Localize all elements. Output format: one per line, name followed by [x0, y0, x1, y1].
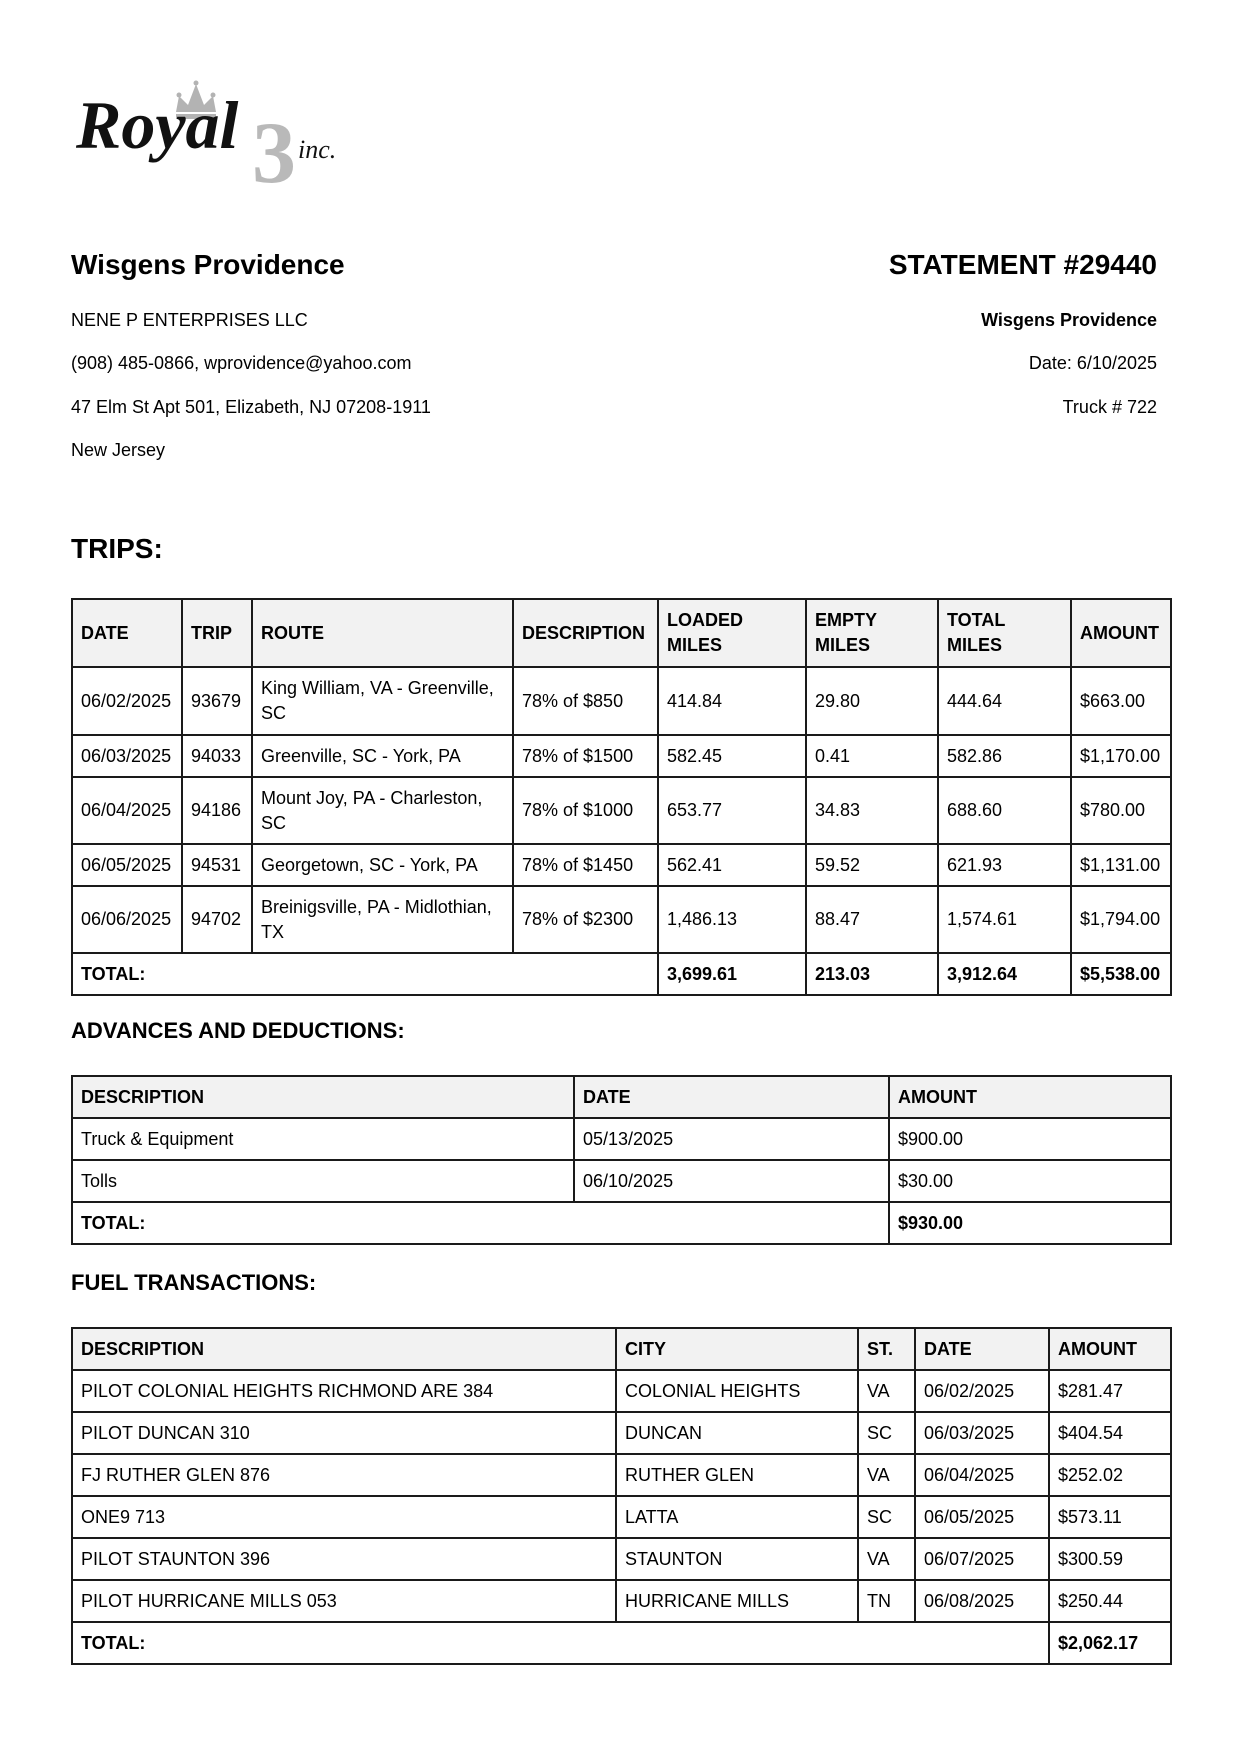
- trip-empty-miles: 88.47: [806, 886, 938, 953]
- trip-empty-miles: 0.41: [806, 735, 938, 777]
- col-header: LOADED MILES: [658, 599, 806, 667]
- contact-info: (908) 485-0866, wprovidence@yahoo.com: [71, 353, 412, 373]
- trips-table: [71, 598, 1172, 996]
- table-row: [72, 1118, 1171, 1160]
- trip-date: 06/06/2025: [72, 886, 182, 953]
- statement-date: Date: 6/10/2025: [1028, 353, 1157, 373]
- trip-amount: $1,794.00: [1071, 886, 1171, 953]
- advance-date: 05/13/2025: [574, 1118, 889, 1160]
- trip-date: 06/05/2025: [72, 844, 182, 886]
- trip-total-miles: 444.64: [938, 667, 1071, 735]
- trip-description: 78% of $1500: [513, 735, 658, 777]
- statement-title: STATEMENT #29440: [888, 249, 1157, 280]
- fuel-date: 06/02/2025: [915, 1370, 1049, 1412]
- trip-route: King William, VA - Greenville, SC: [252, 667, 513, 735]
- total-loaded-miles: 3,699.61: [658, 953, 806, 995]
- col-header: DESCRIPTION: [513, 599, 658, 667]
- table-row: [72, 1454, 1171, 1496]
- fuel-state: VA: [858, 1538, 915, 1580]
- fuel-table: [71, 1327, 1172, 1665]
- fuel-amount: $300.59: [1049, 1538, 1171, 1580]
- advance-date: 06/10/2025: [574, 1160, 889, 1202]
- total-miles: 3,912.64: [938, 953, 1071, 995]
- fuel-date: 06/07/2025: [915, 1538, 1049, 1580]
- logo-numeral: 3: [252, 105, 296, 196]
- col-header: CITY: [616, 1328, 858, 1370]
- advance-amount: $900.00: [889, 1118, 1171, 1160]
- col-header: DATE: [915, 1328, 1049, 1370]
- table-row: [72, 844, 1171, 886]
- truck-number: Truck # 722: [1062, 397, 1157, 417]
- trips-heading: TRIPS:: [71, 533, 163, 564]
- fuel-city: DUNCAN: [616, 1412, 858, 1454]
- total-label: TOTAL:: [72, 1622, 1049, 1664]
- fuel-amount: $573.11: [1049, 1496, 1171, 1538]
- fuel-description: PILOT COLONIAL HEIGHTS RICHMOND ARE 384: [72, 1370, 616, 1412]
- trip-empty-miles: 59.52: [806, 844, 938, 886]
- address: 47 Elm St Apt 501, Elizabeth, NJ 07208-1911: [71, 397, 431, 417]
- fuel-state: SC: [858, 1496, 915, 1538]
- table-row: [72, 667, 1171, 735]
- trip-number: 94531: [182, 844, 252, 886]
- trip-number: 94702: [182, 886, 252, 953]
- trip-total-miles: 621.93: [938, 844, 1071, 886]
- trip-loaded-miles: 414.84: [658, 667, 806, 735]
- trip-date: 06/03/2025: [72, 735, 182, 777]
- fuel-description: PILOT HURRICANE MILLS 053: [72, 1580, 616, 1622]
- fuel-city: HURRICANE MILLS: [616, 1580, 858, 1622]
- col-header: AMOUNT: [889, 1076, 1171, 1118]
- table-row: [72, 1496, 1171, 1538]
- total-amount: $5,538.00: [1071, 953, 1171, 995]
- fuel-state: VA: [858, 1454, 915, 1496]
- trip-empty-miles: 29.80: [806, 667, 938, 735]
- total-amount: $2,062.17: [1049, 1622, 1171, 1664]
- fuel-date: 06/05/2025: [915, 1496, 1049, 1538]
- fuel-description: FJ RUTHER GLEN 876: [72, 1454, 616, 1496]
- fuel-city: RUTHER GLEN: [616, 1454, 858, 1496]
- trip-loaded-miles: 653.77: [658, 777, 806, 844]
- advances-total-row: [72, 1202, 1171, 1244]
- trip-total-miles: 582.86: [938, 735, 1071, 777]
- advances-heading: ADVANCES AND DEDUCTIONS:: [71, 1018, 405, 1043]
- total-label: TOTAL:: [72, 953, 658, 995]
- table-row: [72, 1160, 1171, 1202]
- trip-amount: $1,131.00: [1071, 844, 1171, 886]
- logo-suffix: inc.: [298, 135, 337, 164]
- driver-name-heading: Wisgens Providence: [71, 249, 345, 280]
- col-header: DESCRIPTION: [72, 1328, 616, 1370]
- trip-description: 78% of $2300: [513, 886, 658, 953]
- logo-wordmark: Royal: [76, 87, 239, 163]
- trips-total-row: [72, 953, 1171, 995]
- trips-header-row: [72, 599, 1171, 667]
- trip-number: 94186: [182, 777, 252, 844]
- trip-loaded-miles: 1,486.13: [658, 886, 806, 953]
- advance-description: Tolls: [72, 1160, 574, 1202]
- advances-table: [71, 1075, 1172, 1245]
- fuel-heading: FUEL TRANSACTIONS:: [71, 1270, 317, 1295]
- advance-description: Truck & Equipment: [72, 1118, 574, 1160]
- fuel-state: TN: [858, 1580, 915, 1622]
- advance-amount: $30.00: [889, 1160, 1171, 1202]
- fuel-date: 06/08/2025: [915, 1580, 1049, 1622]
- statement-driver-name: Wisgens Providence: [981, 310, 1157, 330]
- table-row: [72, 886, 1171, 953]
- fuel-city: LATTA: [616, 1496, 858, 1538]
- company-name: NENE P ENTERPRISES LLC: [71, 310, 308, 330]
- trip-route: Georgetown, SC - York, PA: [252, 844, 513, 886]
- fuel-amount: $281.47: [1049, 1370, 1171, 1412]
- total-empty-miles: 213.03: [806, 953, 938, 995]
- col-header: ROUTE: [252, 599, 513, 667]
- trip-number: 93679: [182, 667, 252, 735]
- trip-amount: $780.00: [1071, 777, 1171, 844]
- col-header: EMPTY MILES: [806, 599, 938, 667]
- table-row: [72, 1538, 1171, 1580]
- trip-total-miles: 1,574.61: [938, 886, 1071, 953]
- fuel-amount: $404.54: [1049, 1412, 1171, 1454]
- table-row: [72, 1580, 1171, 1622]
- fuel-city: COLONIAL HEIGHTS: [616, 1370, 858, 1412]
- trip-route: Greenville, SC - York, PA: [252, 735, 513, 777]
- trip-date: 06/02/2025: [72, 667, 182, 735]
- fuel-total-row: [72, 1622, 1171, 1664]
- total-label: TOTAL:: [72, 1202, 889, 1244]
- trip-total-miles: 688.60: [938, 777, 1071, 844]
- trip-route: Breinigsville, PA - Midlothian, TX: [252, 886, 513, 953]
- fuel-description: PILOT STAUNTON 396: [72, 1538, 616, 1580]
- table-row: [72, 1370, 1171, 1412]
- trip-loaded-miles: 582.45: [658, 735, 806, 777]
- fuel-state: VA: [858, 1370, 915, 1412]
- col-header: DESCRIPTION: [72, 1076, 574, 1118]
- fuel-amount: $252.02: [1049, 1454, 1171, 1496]
- fuel-header-row: [72, 1328, 1171, 1370]
- trip-description: 78% of $1450: [513, 844, 658, 886]
- trip-number: 94033: [182, 735, 252, 777]
- fuel-date: 06/04/2025: [915, 1454, 1049, 1496]
- advances-header-row: [72, 1076, 1171, 1118]
- col-header: AMOUNT: [1049, 1328, 1171, 1370]
- trip-amount: $663.00: [1071, 667, 1171, 735]
- table-row: [72, 1412, 1171, 1454]
- table-row: [72, 777, 1171, 844]
- total-amount: $930.00: [889, 1202, 1171, 1244]
- col-header: DATE: [72, 599, 182, 667]
- col-header: DATE: [574, 1076, 889, 1118]
- trip-route: Mount Joy, PA - Charleston, SC: [252, 777, 513, 844]
- table-row: [72, 735, 1171, 777]
- trip-amount: $1,170.00: [1071, 735, 1171, 777]
- col-header: AMOUNT: [1071, 599, 1171, 667]
- col-header: ST.: [858, 1328, 915, 1370]
- fuel-description: ONE9 713: [72, 1496, 616, 1538]
- fuel-amount: $250.44: [1049, 1580, 1171, 1622]
- trip-description: 78% of $850: [513, 667, 658, 735]
- fuel-date: 06/03/2025: [915, 1412, 1049, 1454]
- fuel-state: SC: [858, 1412, 915, 1454]
- fuel-city: STAUNTON: [616, 1538, 858, 1580]
- trip-description: 78% of $1000: [513, 777, 658, 844]
- trip-loaded-miles: 562.41: [658, 844, 806, 886]
- trip-date: 06/04/2025: [72, 777, 182, 844]
- company-logo: [76, 78, 386, 196]
- col-header: TRIP: [182, 599, 252, 667]
- col-header: TOTAL MILES: [938, 599, 1071, 667]
- fuel-description: PILOT DUNCAN 310: [72, 1412, 616, 1454]
- state: New Jersey: [71, 440, 166, 460]
- trip-empty-miles: 34.83: [806, 777, 938, 844]
